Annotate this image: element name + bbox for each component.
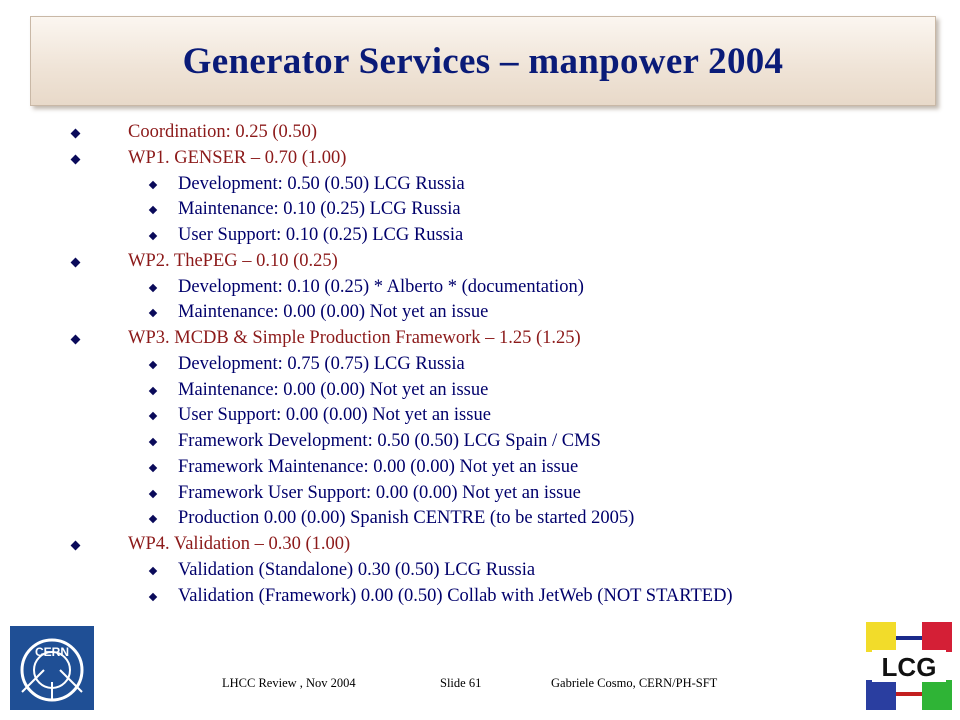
- bullet-text: WP4. Validation – 0.30 (1.00): [128, 534, 351, 554]
- footer-author: Gabriele Cosmo, CERN/PH-SFT: [551, 676, 718, 690]
- bullet-text: Maintenance: 0.10 (0.25) LCG Russia: [178, 199, 461, 220]
- diamond-bullet-icon: [149, 464, 157, 472]
- bullet-text: WP2. ThePEG – 0.10 (0.25): [128, 250, 338, 271]
- lcg-logo-text: LCG: [881, 652, 937, 682]
- bullet-text: Framework Maintenance: 0.00 (0.00) Not yet an issue: [178, 456, 579, 477]
- bullet-text: Coordination: 0.25 (0.50): [128, 122, 318, 142]
- lcg-logo: [866, 622, 952, 710]
- footer-slide-number: Slide 61: [440, 676, 482, 690]
- slide-title: Generator Services – manpower 2004: [182, 40, 784, 82]
- diamond-bullet-icon: [149, 386, 157, 394]
- bullet-text: User Support: 0.00 (0.00) Not yet an issue: [178, 405, 491, 426]
- bullet-text: Validation (Framework) 0.00 (0.50) Collab with JetWeb (NOT STARTED): [178, 585, 733, 606]
- diamond-bullet-icon: [149, 438, 157, 446]
- title-banner: [30, 16, 936, 106]
- cern-logo-text: CERN: [34, 645, 70, 659]
- diamond-bullet-icon: [149, 309, 157, 317]
- bullet-text: Framework Development: 0.50 (0.50) LCG Spain / CMS: [178, 431, 601, 451]
- bullet-text: Maintenance: 0.00 (0.00) Not yet an issue: [178, 379, 489, 400]
- diamond-bullet-icon: [149, 361, 157, 369]
- footer-event: LHCC Review , Nov 2004: [222, 676, 356, 690]
- bullet-text: Maintenance: 0.00 (0.00) Not yet an issue: [178, 302, 489, 323]
- bullet-text: Framework User Support: 0.00 (0.00) Not yet an issue: [178, 482, 581, 503]
- diamond-bullet-icon: [149, 592, 157, 600]
- diamond-bullet-icon: [71, 335, 81, 345]
- diamond-bullet-icon: [149, 412, 157, 420]
- diamond-bullet-icon: [71, 257, 81, 267]
- bullet-text: Development: 0.50 (0.50) LCG Russia: [178, 173, 465, 194]
- bullet-text: Production 0.00 (0.00) Spanish CENTRE (to be started 2005): [178, 508, 635, 529]
- bullet-text: Development: 0.10 (0.25) * Alberto * (documentation): [178, 276, 584, 297]
- diamond-bullet-icon: [149, 206, 157, 214]
- bullet-text: Development: 0.75 (0.75) LCG Russia: [178, 353, 465, 374]
- diamond-bullet-icon: [149, 567, 157, 575]
- diamond-bullet-icon: [149, 515, 157, 523]
- diamond-bullet-icon: [149, 283, 157, 291]
- diamond-bullet-icon: [71, 541, 81, 551]
- diamond-bullet-icon: [149, 489, 157, 497]
- diamond-bullet-icon: [71, 154, 81, 164]
- bullet-text: User Support: 0.10 (0.25) LCG Russia: [178, 225, 464, 245]
- diamond-bullet-icon: [149, 232, 157, 240]
- diamond-bullet-icon: [71, 129, 81, 139]
- bullet-text: WP3. MCDB & Simple Production Framework – 1.25 (1.25): [128, 328, 581, 348]
- diamond-bullet-icon: [149, 180, 157, 188]
- bullet-text: Validation (Standalone) 0.30 (0.50) LCG Russia: [178, 559, 536, 580]
- bullet-text: WP1. GENSER – 0.70 (1.00): [128, 147, 347, 168]
- cern-logo: [10, 626, 94, 710]
